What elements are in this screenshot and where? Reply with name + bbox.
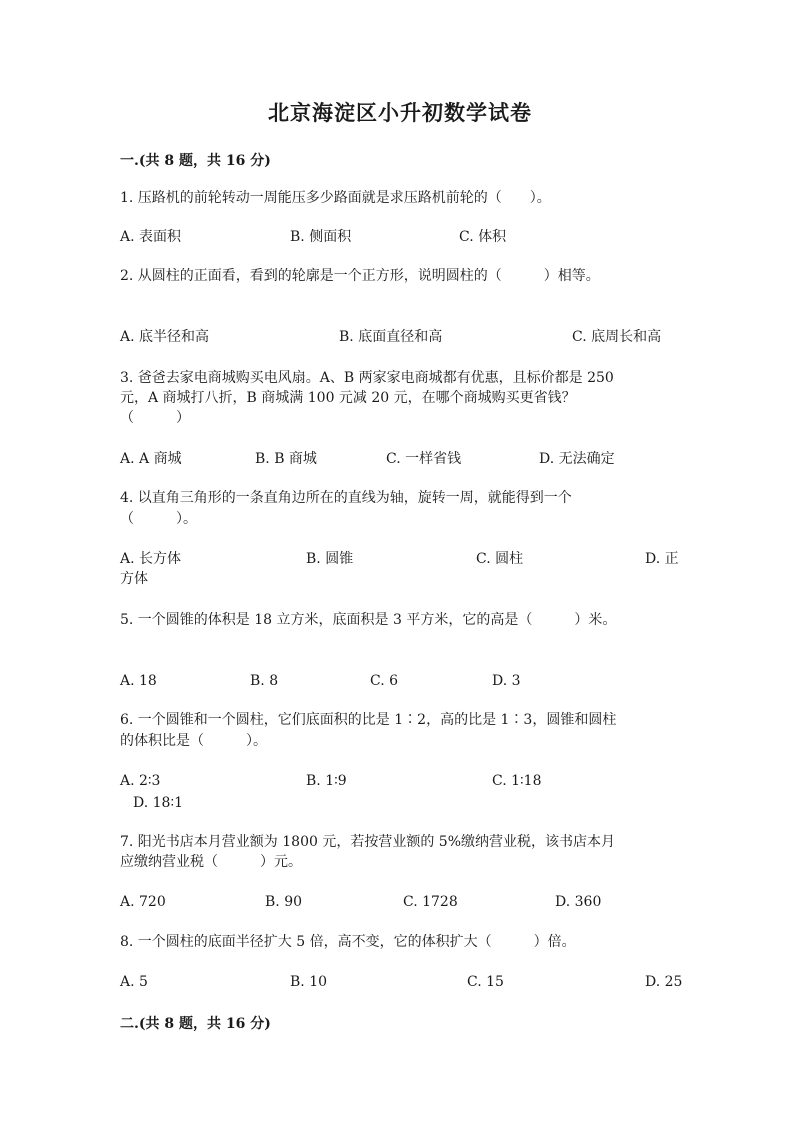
question-7-option-a[interactable]: A. 720 (120, 894, 166, 910)
question-7-stem-line-2: 应缴纳营业税（ ）元。 (120, 854, 302, 870)
question-1-option-a[interactable]: A. 表面积 (120, 229, 182, 245)
question-6-option-b[interactable]: B. 1∶9 (306, 773, 347, 789)
question-5-option-a[interactable]: A. 18 (120, 673, 157, 689)
question-4-option-d[interactable]: D. 正 (645, 551, 679, 567)
question-2-option-c[interactable]: C. 底周长和高 (572, 329, 662, 345)
question-7-option-c[interactable]: C. 1728 (403, 894, 458, 910)
question-3-stem-line-3: （ ） (120, 410, 190, 426)
question-7-stem-line-1: 7. 阳光书店本月营业额为 1800 元，若按营业额的 5%缴纳营业税，该书店本月 (120, 834, 615, 850)
section-heading-1: 一.(共 8 题，共 16 分) (120, 153, 271, 169)
question-6-stem-line-1: 6. 一个圆锥和一个圆柱，它们底面积的比是 1∶2，高的比是 1∶3，圆锥和圆柱 (120, 712, 617, 728)
question-8-option-b[interactable]: B. 10 (290, 974, 328, 990)
question-3-stem-line-2: 元，A 商城打八折，B 商城满 100 元减 20 元，在哪个商城购买更省钱？ (120, 390, 576, 406)
question-4-stem-line-2: （ ）。 (120, 511, 197, 527)
question-6-option-c[interactable]: C. 1∶18 (492, 773, 542, 789)
question-4-option-d-continuation[interactable]: 方体 (120, 571, 148, 587)
question-3-option-b[interactable]: B. B 商城 (255, 451, 317, 467)
question-4-option-b[interactable]: B. 圆锥 (306, 551, 354, 567)
question-3-stem-line-1: 3. 爸爸去家电商城购买电风扇。A、B 两家家电商城都有优惠，且标价都是 250 (120, 370, 614, 386)
question-5-stem: 5. 一个圆锥的体积是 18 立方米，底面积是 3 平方米，它的高是（ ）米。 (120, 612, 617, 628)
question-7-option-d[interactable]: D. 360 (555, 894, 602, 910)
question-8-stem: 8. 一个圆柱的底面半径扩大 5 倍，高不变，它的体积扩大（ ）倍。 (120, 934, 576, 950)
question-2-stem: 2. 从圆柱的正面看，看到的轮廓是一个正方形，说明圆柱的（ ）相等。 (120, 268, 600, 284)
question-1-option-c[interactable]: C. 体积 (459, 229, 507, 245)
question-5-option-d[interactable]: D. 3 (492, 673, 521, 689)
question-6-option-d[interactable]: D. 18∶1 (133, 795, 183, 811)
question-8-option-a[interactable]: A. 5 (120, 974, 148, 990)
question-8-option-d[interactable]: D. 25 (645, 974, 683, 990)
question-1-option-b[interactable]: B. 侧面积 (290, 229, 352, 245)
question-8-option-c[interactable]: C. 15 (467, 974, 504, 990)
question-4-option-c[interactable]: C. 圆柱 (476, 551, 524, 567)
question-7-option-b[interactable]: B. 90 (265, 894, 303, 910)
question-3-option-d[interactable]: D. 无法确定 (539, 451, 615, 467)
question-1-stem: 1. 压路机的前轮转动一周能压多少路面就是求压路机前轮的（ ）。 (120, 190, 551, 206)
question-4-stem-line-1: 4. 以直角三角形的一条直角边所在的直线为轴，旋转一周，就能得到一个 (120, 490, 572, 506)
section-heading-2: 二.(共 8 题，共 16 分) (120, 1016, 271, 1032)
question-5-option-b[interactable]: B. 8 (250, 673, 279, 689)
question-3-option-a[interactable]: A. A 商城 (120, 451, 182, 467)
question-3-option-c[interactable]: C. 一样省钱 (386, 451, 462, 467)
question-6-stem-line-2: 的体积比是（ ）。 (120, 733, 267, 749)
page-title: 北京海淀区小升初数学试卷 (268, 100, 532, 125)
question-5-option-c[interactable]: C. 6 (370, 673, 399, 689)
question-6-option-a[interactable]: A. 2∶3 (120, 773, 161, 789)
question-2-option-a[interactable]: A. 底半径和高 (120, 329, 210, 345)
question-2-option-b[interactable]: B. 底面直径和高 (339, 329, 443, 345)
question-4-option-a[interactable]: A. 长方体 (120, 551, 182, 567)
